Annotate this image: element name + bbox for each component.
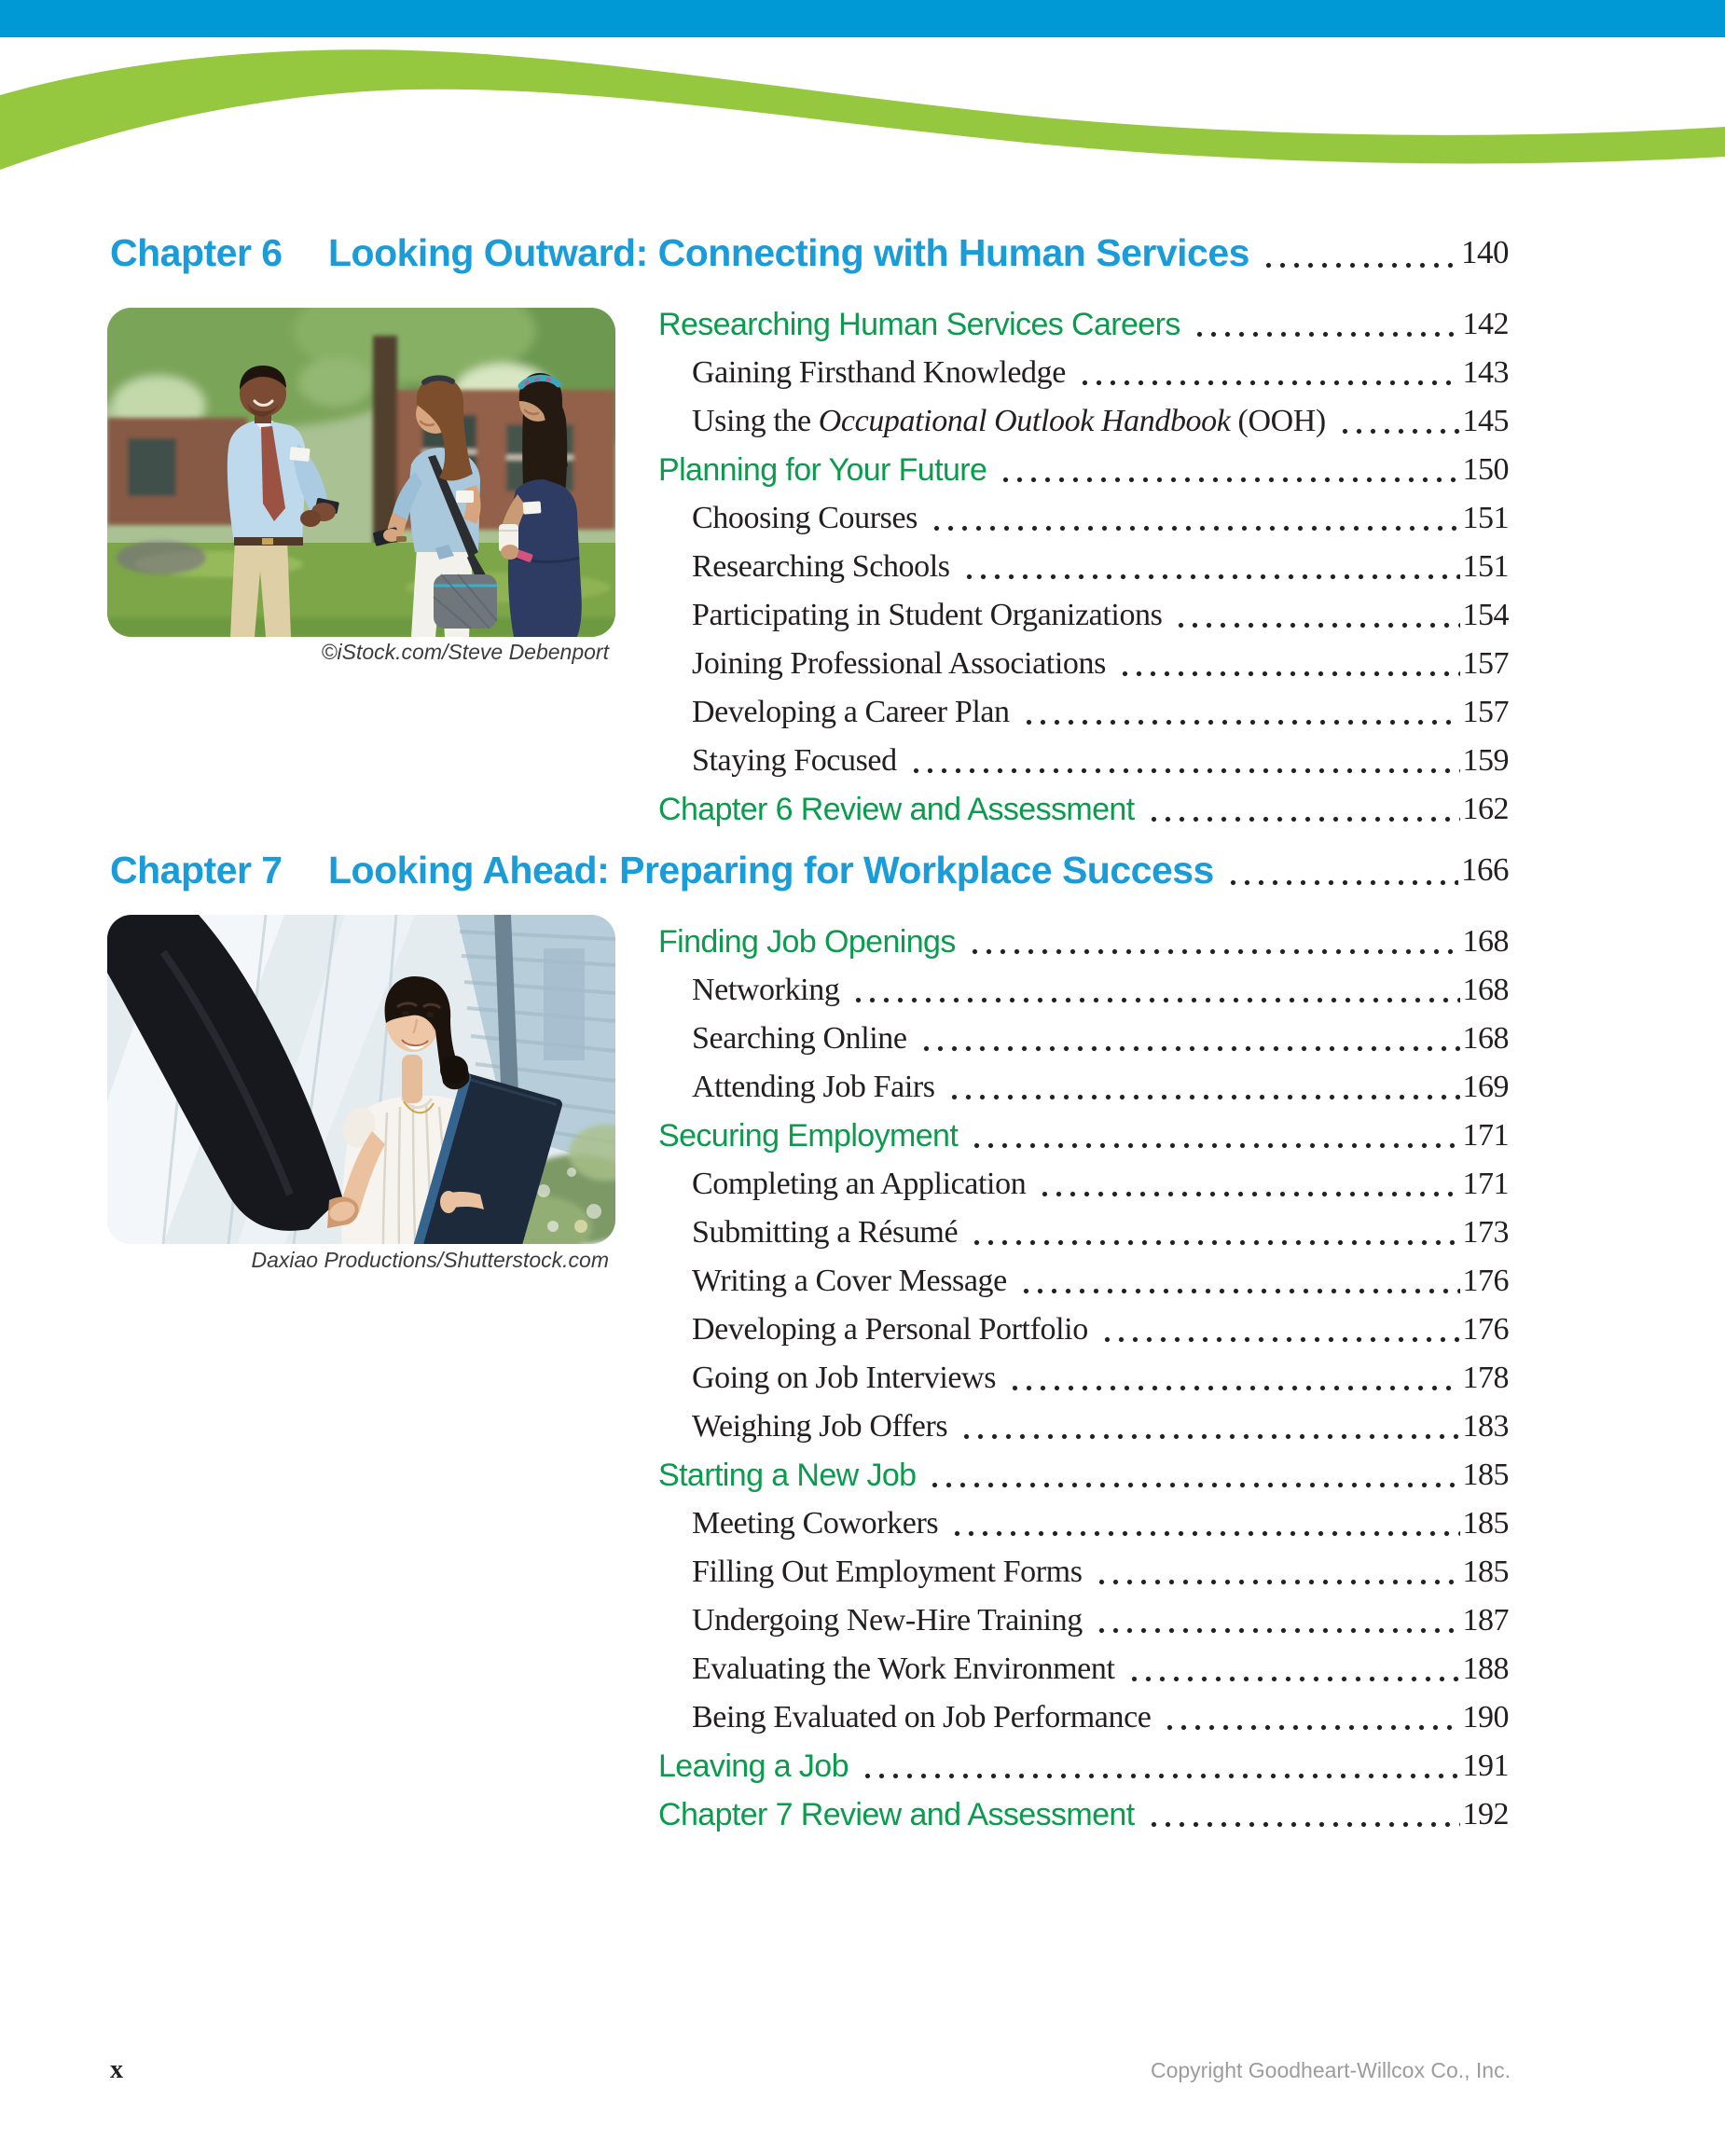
chapter6-page: 140 [1461, 234, 1509, 270]
toc-entry-title: Finding Job Openings [658, 924, 956, 960]
chapter6-photo-credit: ©iStock.com/Steve Debenport [321, 640, 609, 664]
dot-leader [946, 1500, 1459, 1548]
toc-entry-title: Going on Job Interviews [692, 1361, 997, 1395]
toc-section-entry [658, 1112, 1509, 1160]
toc-entry-title: Undergoing New-Hire Training [692, 1603, 1083, 1638]
toc-entry-title: Staying Focused [692, 743, 897, 778]
chapter6-toc-list [658, 300, 1509, 834]
toc-subsection-entry [658, 1063, 1509, 1112]
toc-entry-title: Meeting Coworkers [692, 1506, 939, 1541]
toc-entry-page: 173 [1462, 1215, 1509, 1250]
toc-subsection-entry [658, 349, 1509, 397]
dot-leader [959, 543, 1460, 591]
toc-entry-page: 145 [1462, 404, 1509, 438]
toc-entry-title: Chapter 7 Review and Assessment [658, 1797, 1135, 1832]
toc-section-entry [658, 918, 1509, 966]
toc-entry-page: 183 [1462, 1409, 1509, 1444]
toc-entry-title: Using the Occupational Outlook Handbook (OOH) [692, 404, 1326, 438]
chapter7-label: Chapter 7 [110, 849, 283, 891]
toc-entry-page: 176 [1462, 1264, 1509, 1298]
dot-leader [857, 1742, 1460, 1790]
dot-leader [1097, 1306, 1460, 1354]
dot-leader [1222, 844, 1458, 896]
toc-entry-page: 190 [1462, 1700, 1509, 1734]
toc-entry-title: Searching Online [692, 1021, 907, 1056]
toc-subsection-entry [658, 1015, 1509, 1063]
toc-entry-page: 142 [1462, 307, 1509, 341]
toc-subsection-entry [658, 1209, 1509, 1257]
handshake-illustration [107, 915, 615, 1244]
toc-section-entry [658, 1790, 1509, 1839]
chapter7-photo [107, 915, 615, 1244]
toc-entry-page: 192 [1462, 1797, 1509, 1831]
copyright-notice: Copyright Goodheart-Willcox Co., Inc. [1150, 2058, 1511, 2082]
toc-entry-title: Evaluating the Work Environment [692, 1652, 1115, 1686]
toc-section-entry [658, 446, 1509, 494]
toc-entry-page: 159 [1462, 743, 1509, 778]
toc-entry-page: 157 [1462, 646, 1509, 681]
toc-entry-title: Developing a Career Plan [692, 695, 1010, 729]
campus-conversation-illustration [107, 308, 615, 637]
toc-subsection-entry [658, 966, 1509, 1015]
dot-leader [956, 1403, 1459, 1451]
toc-subsection-entry [658, 397, 1509, 446]
toc-entry-title: Starting a New Job [658, 1458, 917, 1493]
toc-section-entry [658, 785, 1509, 834]
toc-entry-page: 178 [1462, 1361, 1509, 1395]
toc-subsection-entry [658, 1596, 1509, 1645]
dot-leader [966, 1112, 1459, 1160]
toc-entry-page: 187 [1462, 1603, 1509, 1638]
toc-entry-title: Leaving a Job [658, 1748, 849, 1784]
toc-subsection-entry [658, 1354, 1509, 1403]
dot-leader [926, 494, 1459, 543]
toc-subsection-entry [658, 1403, 1509, 1451]
dot-leader [1124, 1645, 1460, 1693]
toc-entry-page: 151 [1462, 549, 1509, 584]
toc-subsection-entry [658, 688, 1509, 737]
toc-entry-title: Researching Human Services Careers [658, 307, 1180, 342]
dot-leader [964, 918, 1460, 966]
toc-entry-page: 185 [1462, 1458, 1509, 1492]
chapter7-title: Looking Ahead: Preparing for Workplace Success [328, 849, 1214, 891]
toc-subsection-entry [658, 1257, 1509, 1306]
dot-leader [1018, 688, 1460, 737]
toc-entry-title: Gaining Firsthand Knowledge [692, 355, 1066, 390]
chapter7-photo-credit: Daxiao Productions/Shutterstock.com [251, 1248, 609, 1272]
toc-entry-page: 157 [1462, 695, 1509, 729]
toc-entry-page: 150 [1462, 452, 1509, 487]
toc-entry-page: 188 [1462, 1652, 1509, 1686]
toc-entry-page: 143 [1462, 355, 1509, 390]
toc-entry-title: Being Evaluated on Job Performance [692, 1700, 1152, 1734]
toc-subsection-entry [658, 1500, 1509, 1548]
toc-section-entry [658, 1451, 1509, 1500]
toc-entry-title: Completing an Application [692, 1167, 1027, 1201]
dot-leader [1114, 640, 1460, 688]
toc-entry-page: 171 [1462, 1167, 1509, 1201]
toc-subsection-entry [658, 591, 1509, 640]
dot-leader [1034, 1160, 1459, 1209]
toc-entry-page: 168 [1462, 1021, 1509, 1056]
toc-entry-page: 185 [1462, 1506, 1509, 1541]
toc-entry-title: Planning for Your Future [658, 452, 987, 488]
toc-subsection-entry [658, 1160, 1509, 1209]
dot-leader [966, 1209, 1459, 1257]
dot-leader [1334, 397, 1460, 446]
toc-entry-page: 162 [1462, 792, 1509, 826]
toc-entry-title: Choosing Courses [692, 501, 918, 535]
toc-section-entry [658, 1742, 1509, 1790]
dot-leader [1004, 1354, 1459, 1403]
toc-entry-title: Researching Schools [692, 549, 950, 584]
dot-leader [944, 1063, 1460, 1112]
toc-entry-title: Participating in Student Organizations [692, 598, 1163, 632]
toc-entry-title: Developing a Personal Portfolio [692, 1312, 1088, 1347]
dot-leader [1091, 1548, 1460, 1596]
dot-leader [848, 966, 1459, 1015]
dot-leader [1091, 1596, 1460, 1645]
dot-leader [1143, 785, 1460, 834]
toc-section-entry [658, 300, 1509, 349]
toc-entry-title: Filling Out Employment Forms [692, 1555, 1083, 1589]
dot-leader [905, 737, 1460, 785]
toc-entry-page: 191 [1462, 1748, 1509, 1783]
chapter7-toc-list [658, 918, 1509, 1839]
dot-leader [1074, 349, 1460, 397]
toc-subsection-entry [658, 1306, 1509, 1354]
toc-subsection-entry [658, 1548, 1509, 1596]
toc-subsection-entry [658, 1693, 1509, 1742]
chapter7-page: 166 [1461, 851, 1509, 888]
toc-entry-title: Securing Employment [658, 1118, 959, 1154]
toc-entry-title: Attending Job Fairs [692, 1070, 935, 1104]
toc-entry-title: Weighing Job Offers [692, 1409, 948, 1444]
folio-page-number: x [110, 2055, 123, 2084]
page-footer [110, 2055, 1511, 2085]
dot-leader [1189, 300, 1460, 349]
dot-leader [924, 1451, 1459, 1500]
toc-entry-page: 169 [1462, 1070, 1509, 1104]
chapter6-heading [110, 227, 1509, 279]
dot-leader [1015, 1257, 1460, 1306]
dot-leader [1170, 591, 1459, 640]
dot-leader [1143, 1790, 1460, 1839]
dot-leader [916, 1015, 1460, 1063]
chapter6-label: Chapter 6 [110, 231, 283, 274]
toc-entry-page: 151 [1462, 501, 1509, 535]
toc-entry-title: Submitting a Résumé [692, 1215, 959, 1250]
chapter7-heading [110, 844, 1509, 896]
green-wave-decoration [0, 0, 1725, 187]
toc-entry-page: 168 [1462, 924, 1509, 959]
toc-subsection-entry [658, 543, 1509, 591]
toc-subsection-entry [658, 1645, 1509, 1693]
chapter6-title: Looking Outward: Connecting with Human Services [328, 231, 1249, 274]
toc-entry-title: Joining Professional Associations [692, 646, 1106, 681]
toc-subsection-entry [658, 494, 1509, 543]
toc-entry-page: 154 [1462, 598, 1509, 632]
toc-entry-page: 185 [1462, 1555, 1509, 1589]
toc-entry-page: 171 [1462, 1118, 1509, 1153]
dot-leader [1159, 1693, 1459, 1742]
toc-subsection-entry [658, 737, 1509, 785]
toc-entry-page: 168 [1462, 973, 1509, 1007]
toc-entry-page: 176 [1462, 1312, 1509, 1347]
dot-leader [1258, 227, 1458, 279]
chapter6-photo [107, 308, 615, 637]
toc-entry-title: Networking [692, 973, 840, 1007]
toc-entry-title: Chapter 6 Review and Assessment [658, 792, 1135, 827]
dot-leader [995, 446, 1459, 494]
toc-subsection-entry [658, 640, 1509, 688]
toc-entry-title: Writing a Cover Message [692, 1264, 1007, 1298]
